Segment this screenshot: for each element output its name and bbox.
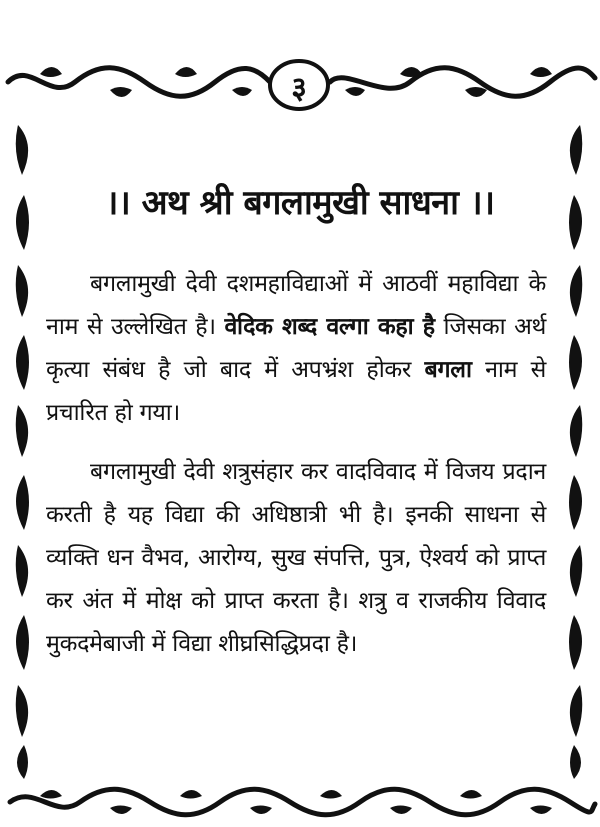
- right-ornament-border: [556, 115, 596, 780]
- paragraph-1-bold-a: वेदिक शब्द वल्गा कहा है: [224, 313, 435, 340]
- paragraph-1: [46, 262, 546, 434]
- page-title: ।। अथ श्री बगलामुखी साधना ।।: [105, 183, 495, 223]
- page-number: ३: [291, 70, 307, 106]
- left-ornament-border: [4, 115, 44, 780]
- paragraph-1-text-a: बगलामुखी देवी दशमहाविद्याओं में आठवीं महाविद्या के नाम से उल्लेखित है।: [46, 270, 546, 340]
- paragraph-1-text-c: नाम से प्रचारित हो गया।: [46, 356, 546, 426]
- paragraph-1-bold-b: बगला: [424, 356, 472, 383]
- paragraph-1-text-b: जिसका अर्थ कृत्या संबंध है जो बाद में अपभ्रंश होकर: [46, 313, 546, 383]
- body-text: [46, 262, 546, 681]
- bottom-ornament-border: [0, 782, 600, 822]
- paragraph-2: बगलामुखी देवी शत्रुसंहार कर वादविवाद में विजय प्रदान करती है यह विद्या की अधिष्ठात्री भी है। इनकी साधना से व्यक्ति धन वैभव, आरोग्य, सुख संपत्ति, पुत्र, ऐश्वर्य को प्राप्त कर अंत में मोक्ष को प्राप्त करता है। शत्रु व राजकीय विवाद मुकदमेबाजी में विद्या शीघ्रसिद्धिप्रदा है।: [46, 458, 546, 657]
